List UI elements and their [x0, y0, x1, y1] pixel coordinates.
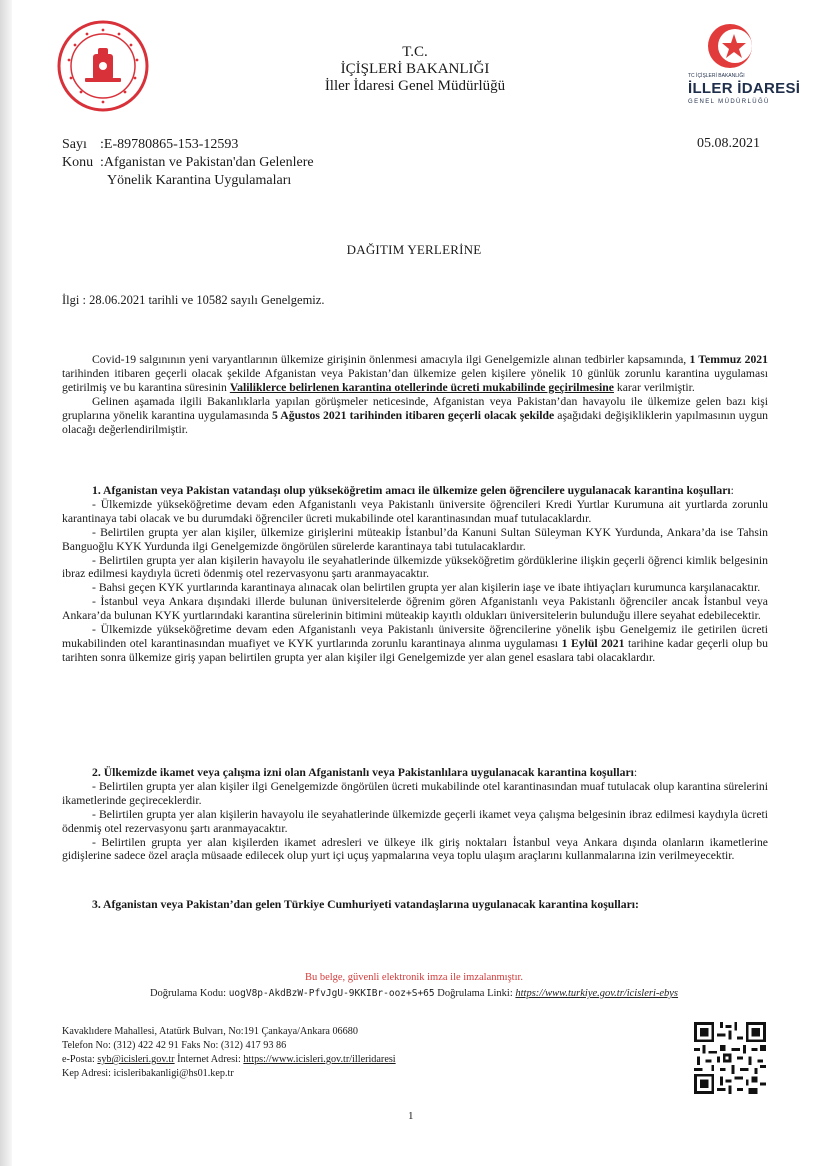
intro-p1-e: karar verilmiştir. [613, 380, 695, 394]
konu-value-line2: Yönelik Karantina Uygulamaları [107, 173, 292, 188]
reference-line: İlgi : 28.06.2021 tarihli ve 10582 sayılı Genelgemiz. [62, 293, 325, 307]
sayi-label: Sayı [62, 137, 87, 152]
section-1-item-2: - Belirtilen grupta yer alan kişiler, ülkemize girişlerini müteakip İstanbul’da Kanuni Sultan Süleyman KYK Yurdunda, Ankara’da ise Tahsin Banguoğlu KYK Yurdunda ilgi Genelgemizde öngörülen sürelerde karantinaya tabi tutulacaklardır. [62, 525, 768, 553]
footer-email-link[interactable]: syb@icisleri.gov.tr [97, 1054, 175, 1065]
distribution-heading: DAĞITIM YERLERİNE [346, 242, 482, 257]
logo-main-text: İLLER İDARESİ [688, 80, 801, 97]
intro-p2-a: Gelinen aşamada ilgili Bakanlıklarla yapılan görüşmeler neticesinde, Afganistan veya Pakistan’dan havayolu ile ülkemize gelen bazı kişi gruplarına yönelik karantina uygulamasında [62, 394, 768, 422]
section-1-item-6-a: - Ülkemizde yükseköğretime devam eden Afganistanlı veya Pakistanlı üniversite öğrencilerine yönelik işbu Genelgemiz ile getirilen ücreti mukabilinden otel karantinasından muafiyet ve KYK yurtlarında zorunlu karantinaya alınma uygulaması [62, 623, 768, 650]
verification-code: uogV8p-AkdBzW-PfvJgU-9KKIBr-ooz+S+65 [228, 988, 435, 999]
section-2 [62, 766, 768, 863]
konu-value-line1: :Afganistan ve Pakistan'dan Gelenlere [100, 155, 314, 170]
footer-contact [62, 1053, 396, 1066]
qr-code-icon [694, 1022, 766, 1094]
footer-address: Kavaklıdere Mahallesi, Atatürk Bulvarı, No:191 Çankaya/Ankara 06680 [62, 1026, 358, 1037]
header-tc: T.C. [402, 44, 428, 60]
intro-paragraph-1 [62, 353, 768, 395]
footer-kep: Kep Adresi: icisleribakanligi@hs01.kep.tr [62, 1068, 234, 1079]
section-2-title [62, 766, 768, 780]
section-1 [62, 484, 768, 665]
document-date: 05.08.2021 [697, 136, 760, 151]
section-2-item-2: - Belirtilen grupta yer alan kişilerin havayolu ile seyahatlerinde ülkemizde geçerli ikamet veya çalışma belgesinin ibraz edilmesi kaydıyla ücreti ödenmiş otel rezervasyonu şartı aranmayacaktır. [62, 807, 768, 835]
verification-link-label: Doğrulama Linki: [434, 988, 516, 999]
verification-link[interactable]: https://www.turkiye.gov.tr/icisleri-ebys [515, 988, 679, 999]
intro-paragraph-2 [62, 395, 768, 437]
intro-text [62, 353, 768, 436]
verification-line [0, 988, 828, 999]
section-1-title-text: 1. Afganistan veya Pakistan vatandaşı olup yükseköğretim amacı ile ülkemize gelen öğrencilere uygulanacak karantina koşulları [92, 484, 731, 497]
ministry-seal-icon [57, 20, 149, 112]
header-ministry: İÇİŞLERİ BAKANLIĞI [340, 61, 490, 77]
section-3-title-text: 3. Afganistan veya Pakistan’dan gelen Türkiye Cumhuriyeti vatandaşlarına uygulanacak karantina koşulları: [92, 898, 639, 911]
intro-p1-emphasis: Valiliklerce belirlenen karantina otellerinde ücreti mukabilinde geçirilmesine [229, 380, 614, 394]
footer-email-label: e-Posta: [62, 1054, 98, 1065]
section-1-item-6-c: tarihine kadar geçerli olup bu tarihten sonra ülkemize giriş yapan belirtilen grupta yer alan kişiler ilgi Genelgemizde yer alan genel esaslara tabi olacaklardır. [62, 636, 768, 664]
intro-p2-c: aşağıdaki değişikliklerin yapılmasının uygun olacağı değerlendirilmiştir. [62, 408, 769, 436]
page-number: 1 [408, 1110, 414, 1122]
section-3 [62, 898, 768, 912]
footer-phone: Telefon No: (312) 422 42 91 Faks No: (312) 417 93 86 [62, 1040, 287, 1051]
section-1-item-6-date: 1 Eylül 2021 [561, 636, 625, 650]
konu-label: Konu [62, 155, 94, 170]
intro-p1-c: tarihinden itibaren geçerli olacak şekilde Afganistan veya Pakistan’dan ülkemize gelen kişilere yönelik 10 günlük zorunlu karantina uygulaması getirilmiş ve bu karantina süresinin [62, 366, 768, 394]
section-1-item-6 [62, 623, 768, 665]
intro-p2-date: 5 Ağustos 2021 tarihinden itibaren geçerli olacak şekilde [271, 408, 555, 422]
sayi-value: :E-89780865-153-12593 [100, 137, 239, 152]
intro-p1-date: 1 Temmuz 2021 [689, 353, 768, 366]
section-1-title-colon: : [730, 484, 734, 497]
section-2-title-colon: : [633, 766, 638, 779]
section-1-title [62, 484, 768, 498]
section-3-title [62, 898, 768, 912]
section-2-item-3: - Belirtilen grupta yer alan kişilerden ikamet adresleri ve ülkeye ilk giriş noktaları İstanbul veya Ankara dışında olanların ikametlerine gidişlerine sadece özel araçla müsaade edilecek olup yurt içi uçuş yapmalarına veya toplu ulaşım araçlarını kullanmalarına izin verilmeyecektir. [62, 835, 768, 863]
section-2-item-1: - Belirtilen grupta yer alan kişiler ilgi Genelgemizde öngörülen ücreti mukabilinde otel karantinasından muaf tutulacak olup karantina sürelerini ikametlerinde geçireceklerdir. [62, 779, 768, 807]
e-signature-notice: Bu belge, güvenli elektronik imza ile imzalanmıştır. [304, 972, 524, 983]
header-directorate: İller İdaresi Genel Müdürlüğü [324, 78, 506, 94]
section-1-item-5: - İstanbul veya Ankara dışındaki illerde bulunan üniversitelerde öğrenim gören Afganistanlı veya Pakistanlı öğrenciler ancak İstanbul veya Ankara’da bulunan KYK yurtlarındaki karantina sürelerinin bitimini müteakip kayıtlı oldukları üniversitelerin bulunduğu illere seyahat edebilecektir. [62, 595, 768, 623]
verification-code-label: Doğrulama Kodu: [149, 988, 229, 999]
logo-sub-text: GENEL MÜDÜRLÜĞÜ [688, 99, 770, 105]
section-1-item-1: - Ülkemizde yükseköğretime devam eden Afganistanlı veya Pakistanlı üniversite öğrencileri Kredi Yurtlar Kurumuna ait yurtlarda zorunlu karantinaya tabi olacak ve bu durumdaki öğrenciler ücreti mukabilinde otel karantinasından muaf tutulacaklardır. [62, 497, 768, 525]
section-1-item-3: - Belirtilen grupta yer alan kişilerin havayolu ile seyahatlerinde ülkemizde yükseköğretim gördüklerine ilişkin geçerli öğrenci kimlik belgesinin ibraz edilmesi kaydıyla ücreti ödenmiş otel rezervasyonu şartı aranmayacaktır. [62, 553, 768, 581]
footer-web-label: İnternet Adresi: [174, 1054, 244, 1065]
footer-web-link[interactable]: https://www.icisleri.gov.tr/illeridaresi [243, 1054, 396, 1065]
section-2-title-text: 2. Ülkemizde ikamet veya çalışma izni olan Afganistanlı veya Pakistanlılara uygulanacak karantina koşulları [92, 766, 634, 779]
crescent-star-icon [700, 22, 760, 70]
iller-idaresi-logo [688, 22, 801, 110]
intro-p1-a: Covid-19 salgınının yeni varyantlarının ülkemize girişinin önlenmesi amacıyla ilgi Genelgemizle alınan tedbirler kapsamında, [92, 353, 690, 366]
logo-top-text: TC İÇİŞLERİ BAKANLIĞI [688, 73, 745, 79]
section-1-item-4: - Bahsi geçen KYK yurtlarında karantinaya alınacak olan belirtilen grupta yer alan kişilerin iaşe ve ibate ihtiyaçları kurumunca karşılanacaktır. [92, 581, 761, 595]
